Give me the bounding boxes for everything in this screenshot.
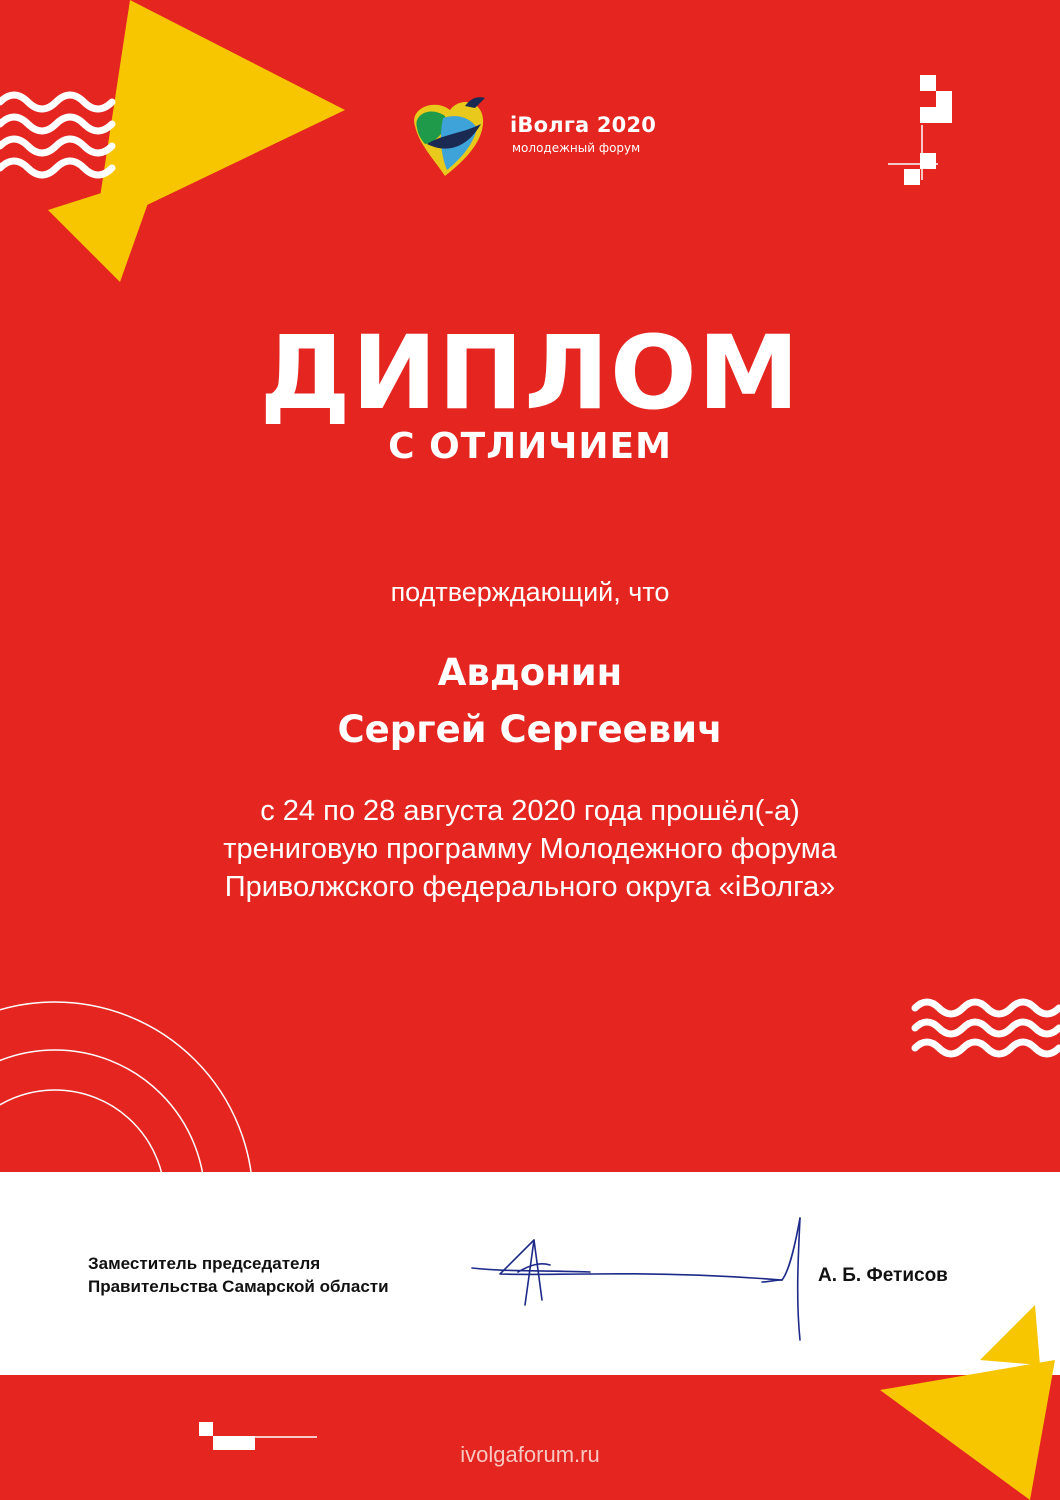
achievement-line: Приволжского федерального округа «iВолга» xyxy=(224,871,836,903)
wave-lines-right-icon xyxy=(910,990,1060,1070)
position-line: Заместитель председателя xyxy=(88,1254,321,1273)
yellow-triangle-large xyxy=(95,0,345,230)
achievement-line: с 24 по 28 августа 2020 года прошёл(-а) xyxy=(260,795,800,827)
logo-title: iВолга 2020 xyxy=(510,113,657,137)
certificate-title: ДИПЛОМ xyxy=(259,314,801,433)
certificate-subtitle: С ОТЛИЧИЕМ xyxy=(388,426,672,467)
signer-name: А. Б. Фетисов xyxy=(818,1265,948,1286)
yellow-triangle-small xyxy=(48,175,158,282)
handwritten-signature-icon xyxy=(470,1210,820,1350)
recipient-surname: Авдонин xyxy=(437,651,623,694)
wave-lines-icon xyxy=(0,95,112,175)
position-line: Правительства Самарской области xyxy=(88,1277,389,1296)
recipient-given-names: Сергей Сергеевич xyxy=(337,708,723,751)
pixel-pattern-top-right-icon xyxy=(880,70,970,195)
logo-subtitle: молодежный форум xyxy=(512,141,641,155)
achievement-text xyxy=(0,792,1060,906)
top-left-decoration xyxy=(0,0,360,290)
yellow-triangle-bottom-large xyxy=(880,1360,1055,1500)
signer-position xyxy=(88,1252,389,1298)
confirm-text: подтверждающий, что xyxy=(390,577,670,607)
concentric-circles-icon xyxy=(0,960,280,1175)
website-link[interactable]: ivolgaforum.ru xyxy=(460,1442,600,1467)
achievement-line: трениговую программу Молодежного форума xyxy=(223,833,837,865)
